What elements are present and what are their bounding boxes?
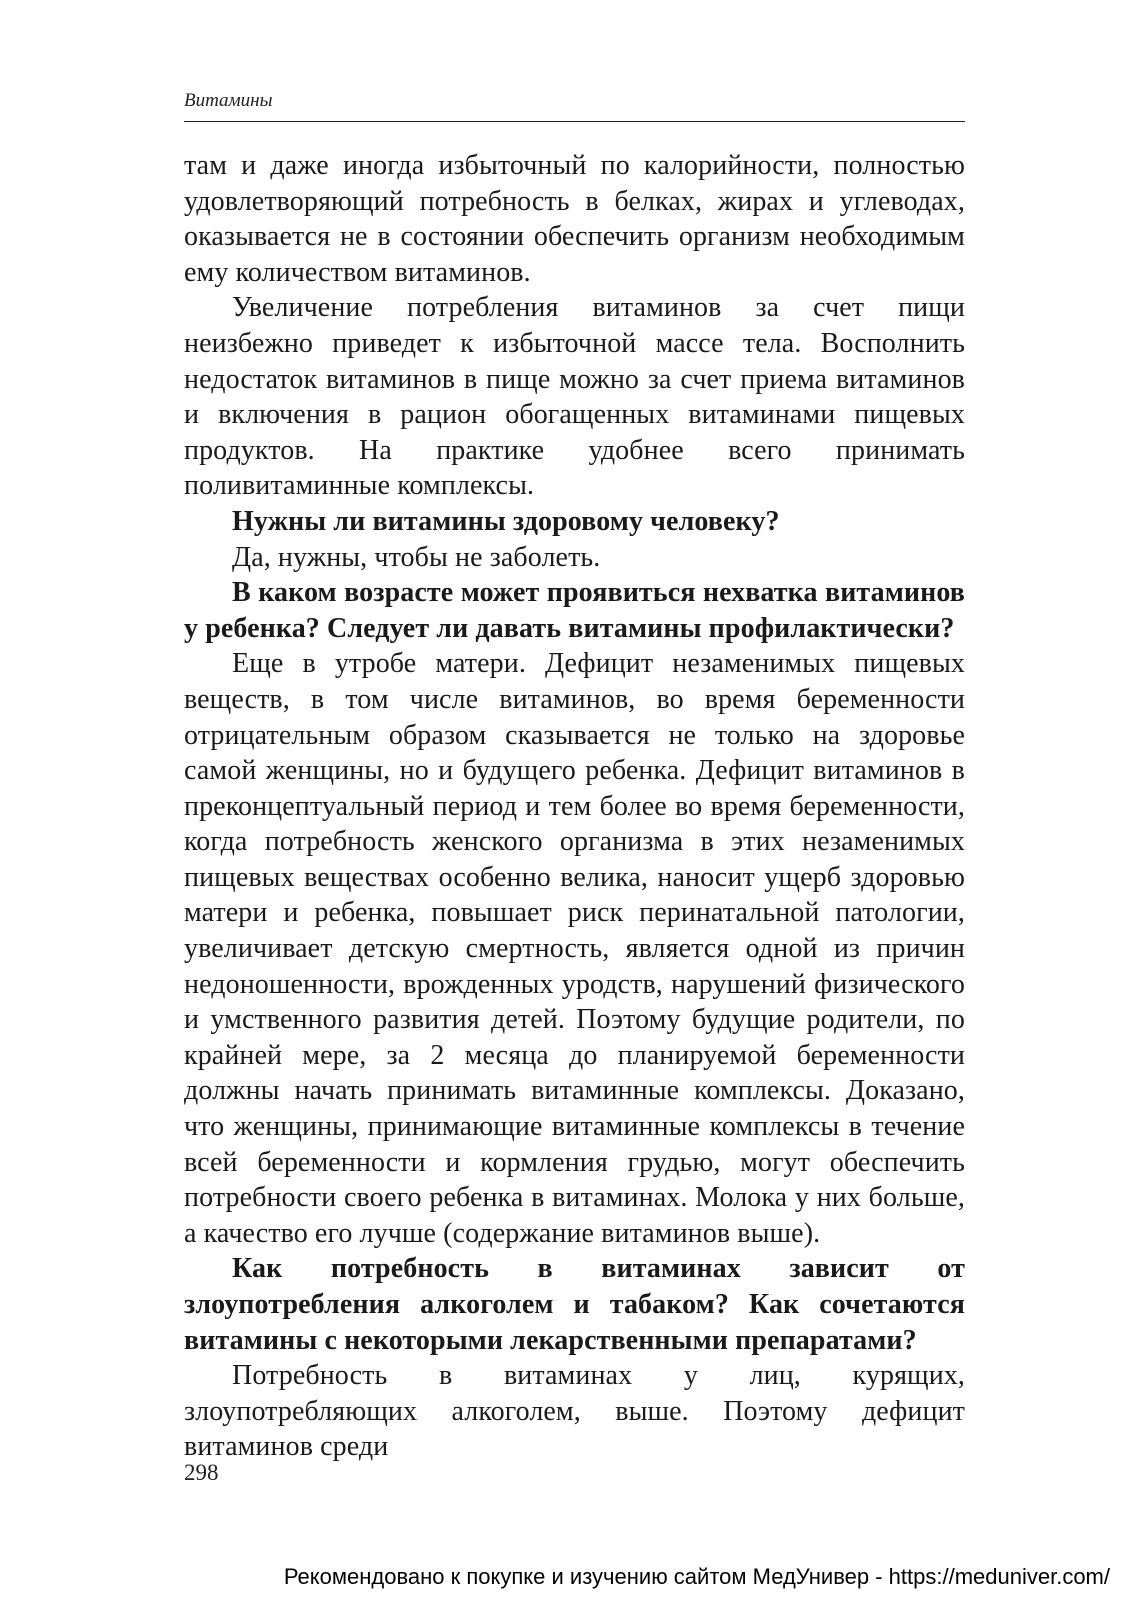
running-header: Витамины (184, 90, 273, 111)
paragraph: Еще в утробе матери. Дефицит незаменимых пищевых веществ, в том числе витаминов, во время беременности отрицательным образом сказывается не только на здоровье самой женщины, но и будущего ребенка. Дефицит витаминов в преконцептуальный период и тем более во время беременности, когда потребность женского организма в этих незаменимых пищевых веществах особенно велика, наносит ущерб здоровью матери и ребенка, повышает риск перинатальной патологии, увеличивает детскую смертность, является одной из причин недоношенности, врожденных уродств, нарушений физического и умственного развития детей. Поэтому будущие родители, по крайней мере, за 2 месяца до планируемой беременности должны начать принимать витаминные комплексы. Доказано, что женщины, принимающие витаминные комплексы в течение всей беременности и кормления грудью, могут обеспечить потребности своего ребенка в витаминах. Молока у них больше, а качество его лучше (содержание витаминов выше). (184, 648, 965, 1249)
question-heading: Нужны ли витамины здоровому человеку? (232, 505, 780, 537)
paragraph: Да, нужны, чтобы не заболеть. (232, 541, 601, 573)
question-heading: Как потребность в витаминах зависит от злоупотребления алкоголем и табаком? Как сочетаются витамины с некоторыми лекарственными препаратами? (184, 1253, 965, 1356)
question-heading: В каком возрасте может проявиться нехватка витаминов у ребенка? Следует ли давать витамины профилактически? (184, 577, 965, 644)
page-number: 298 (184, 1460, 219, 1485)
paragraph: Увеличение потребления витаминов за счет пищи неизбежно приведет к избыточной массе тела. Восполнить недостаток витаминов в пище можно за счет приема витаминов и включения в рацион обогащенных витаминами пищевых продуктов. На практике удобнее всего принимать поливитаминные комплексы. (184, 292, 965, 502)
footer-note: Рекомендовано к покупке и изучению сайтом МедУнивер - https://meduniver.com/ (283, 1564, 1110, 1589)
paragraph-continuation: там и даже иногда избыточный по калорийности, полностью удовлетворяющий потребность в белках, жирах и углеводах, оказывается не в состоянии обеспечить организм необходимым ему количеством витаминов. (184, 150, 965, 288)
text-body (184, 148, 965, 1465)
header-rule (184, 121, 965, 122)
paragraph: Потребность в витаминах у лиц, курящих, злоупотребляющих алкоголем, выше. Поэтому дефицит витаминов среди (184, 1360, 965, 1463)
